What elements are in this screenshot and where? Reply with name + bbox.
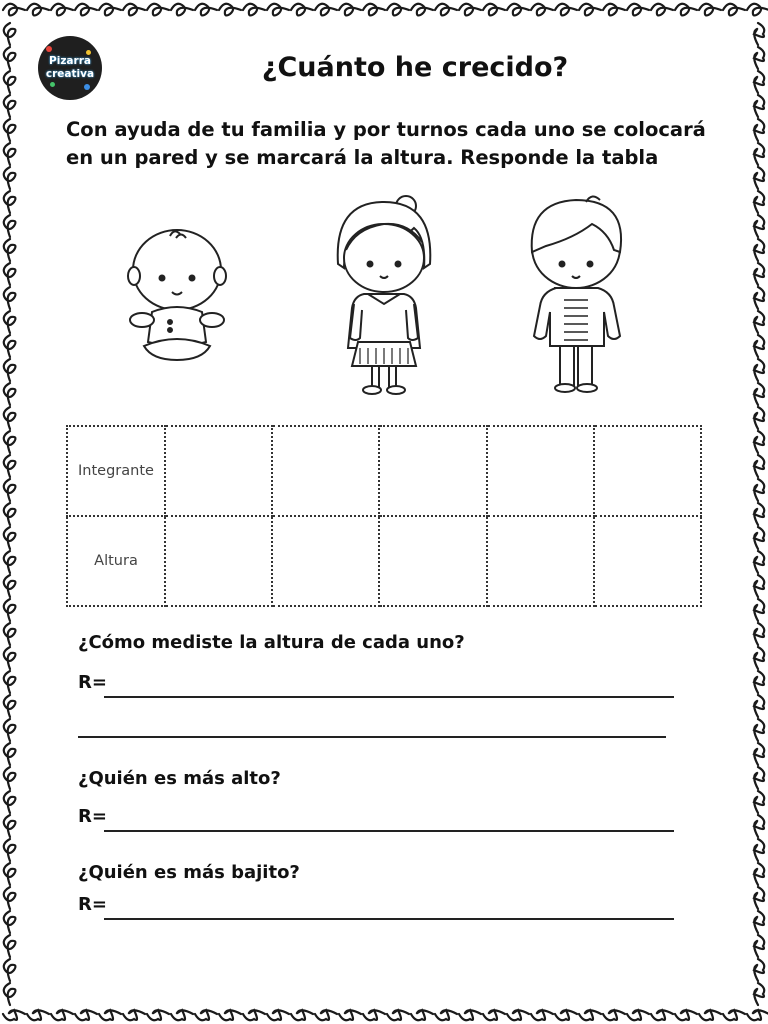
table-cell[interactable]	[379, 426, 486, 516]
border-swirl	[4, 167, 16, 189]
answer-line-3[interactable]	[78, 894, 676, 920]
border-swirl	[483, 1010, 505, 1020]
border-swirl	[754, 383, 764, 405]
border-swirl	[531, 1010, 553, 1020]
border-swirl	[27, 4, 49, 16]
border-swirl	[4, 743, 16, 765]
table-row	[67, 426, 701, 516]
border-swirl	[4, 191, 16, 213]
border-swirl	[4, 383, 16, 405]
border-swirl	[754, 911, 764, 933]
table-cell[interactable]	[165, 516, 272, 606]
border-swirl	[459, 1010, 481, 1020]
border-swirl	[51, 1010, 73, 1020]
answer-prefix: R=	[78, 672, 107, 693]
border-swirl	[4, 119, 16, 141]
border-swirl	[675, 1010, 697, 1020]
border-swirl	[627, 4, 649, 16]
border-swirl	[507, 1010, 529, 1020]
border-swirl	[754, 167, 764, 189]
border-swirl	[4, 839, 16, 861]
border-swirl	[267, 1010, 289, 1020]
border-swirl	[754, 455, 764, 477]
border-swirl	[99, 4, 121, 16]
answer-rule	[104, 696, 674, 698]
border-swirl	[291, 4, 313, 16]
border-swirl	[723, 1010, 745, 1020]
border-swirl	[4, 623, 16, 645]
border-swirl	[754, 335, 764, 357]
logo-text-line2: creativa	[45, 68, 95, 80]
border-swirl	[123, 4, 145, 16]
border-swirl	[699, 4, 721, 16]
answer-line-1b[interactable]	[78, 712, 668, 738]
instructions-text: Con ayuda de tu familia y por turnos cada uno se colocará en un pared y se marcará la altura. Responde la tabla	[66, 118, 706, 169]
baby-illustration	[122, 222, 232, 367]
border-swirl	[4, 863, 16, 885]
border-swirl	[4, 455, 16, 477]
page-title: ¿Cuánto he crecido?	[261, 52, 569, 83]
table-row	[67, 516, 701, 606]
table-cell[interactable]	[487, 426, 594, 516]
border-swirl	[3, 4, 25, 16]
border-swirl	[99, 1010, 121, 1020]
table-cell[interactable]	[487, 516, 594, 606]
border-swirl	[651, 4, 673, 16]
border-swirl	[603, 1010, 625, 1020]
border-swirl	[754, 47, 764, 69]
border-swirl	[723, 4, 745, 16]
border-swirl	[754, 959, 764, 981]
border-swirl	[754, 311, 764, 333]
question-tallest: ¿Quién es más alto?	[78, 768, 281, 789]
border-swirl	[4, 95, 16, 117]
border-swirl	[603, 4, 625, 16]
border-swirl	[754, 479, 764, 501]
border-swirl	[4, 551, 16, 573]
border-swirl	[754, 551, 764, 573]
border-swirl	[4, 791, 16, 813]
border-swirl	[4, 263, 16, 285]
border-swirl	[4, 575, 16, 597]
border-swirl	[754, 23, 764, 45]
border-swirl	[483, 4, 505, 16]
border-swirl	[411, 1010, 433, 1020]
border-swirl	[147, 1010, 169, 1020]
border-swirl	[4, 335, 16, 357]
border-swirl	[435, 4, 457, 16]
border-swirl	[754, 215, 764, 237]
girl-illustration	[334, 192, 434, 397]
border-swirl	[754, 407, 764, 429]
border-swirl	[339, 4, 361, 16]
border-swirl	[339, 1010, 361, 1020]
border-swirl	[4, 767, 16, 789]
border-swirl	[4, 887, 16, 909]
border-swirl	[4, 599, 16, 621]
border-swirl	[219, 4, 241, 16]
border-swirl	[4, 647, 16, 669]
border-swirl	[754, 623, 764, 645]
border-swirl	[4, 503, 16, 525]
border-swirl	[147, 4, 169, 16]
border-swirl	[754, 431, 764, 453]
border-swirl	[754, 599, 764, 621]
border-swirl	[171, 1010, 193, 1020]
answer-line-1[interactable]	[78, 672, 676, 698]
row-label-integrante: Integrante	[67, 426, 165, 516]
question-shortest: ¿Quién es más bajito?	[78, 862, 300, 883]
border-swirl	[4, 287, 16, 309]
border-swirl	[754, 839, 764, 861]
border-swirl	[4, 959, 16, 981]
border-swirl	[435, 1010, 457, 1020]
border-swirl	[411, 4, 433, 16]
border-swirl	[754, 71, 764, 93]
border-swirl	[754, 239, 764, 261]
border-swirl	[4, 215, 16, 237]
border-swirl	[315, 4, 337, 16]
border-swirl	[4, 911, 16, 933]
border-swirl	[123, 1010, 145, 1020]
border-swirl	[195, 1010, 217, 1020]
border-swirl	[754, 575, 764, 597]
border-swirl	[243, 1010, 265, 1020]
border-swirl	[699, 1010, 721, 1020]
border-swirl	[555, 1010, 577, 1020]
border-swirl	[651, 1010, 673, 1020]
border-swirl	[754, 671, 764, 693]
border-swirl	[754, 287, 764, 309]
border-swirl	[4, 935, 16, 957]
border-swirl	[754, 983, 764, 1005]
border-swirl	[754, 95, 764, 117]
border-swirl	[4, 143, 16, 165]
table-cell[interactable]	[165, 426, 272, 516]
border-swirl	[754, 359, 764, 381]
answer-rule	[104, 918, 674, 920]
border-swirl	[387, 1010, 409, 1020]
border-swirl	[754, 887, 764, 909]
border-swirl	[4, 479, 16, 501]
border-swirl	[754, 119, 764, 141]
answer-rule	[78, 736, 666, 738]
height-table	[66, 425, 702, 607]
border-swirl	[754, 719, 764, 741]
border-swirl	[291, 1010, 313, 1020]
border-swirl	[754, 191, 764, 213]
border-swirl	[579, 4, 601, 16]
border-swirl	[754, 863, 764, 885]
table-cell[interactable]	[594, 516, 701, 606]
table-cell[interactable]	[272, 426, 379, 516]
border-swirl	[315, 1010, 337, 1020]
border-swirl	[4, 23, 16, 45]
border-swirl	[754, 503, 764, 525]
answer-rule	[104, 830, 674, 832]
row-label-altura: Altura	[67, 516, 165, 606]
border-swirl	[754, 767, 764, 789]
question-how-measured: ¿Cómo mediste la altura de cada uno?	[78, 632, 465, 653]
border-swirl	[4, 431, 16, 453]
border-swirl	[555, 4, 577, 16]
border-swirl	[51, 4, 73, 16]
table-cell[interactable]	[379, 516, 486, 606]
border-swirl	[195, 4, 217, 16]
logo-text-line1: Pizarra	[49, 55, 91, 67]
border-swirl	[4, 47, 16, 69]
border-swirl	[754, 791, 764, 813]
border-swirl	[4, 71, 16, 93]
border-swirl	[627, 1010, 649, 1020]
border-swirl	[171, 4, 193, 16]
border-swirl	[4, 359, 16, 381]
border-swirl	[4, 695, 16, 717]
border-swirl	[754, 263, 764, 285]
border-swirl	[747, 1010, 768, 1020]
border-swirl	[754, 527, 764, 549]
border-swirl	[3, 1010, 25, 1020]
answer-prefix: R=	[78, 894, 107, 915]
border-swirl	[4, 407, 16, 429]
border-swirl	[243, 4, 265, 16]
border-swirl	[267, 4, 289, 16]
border-swirl	[75, 1010, 97, 1020]
border-swirl	[754, 647, 764, 669]
table-cell[interactable]	[272, 516, 379, 606]
border-swirl	[754, 743, 764, 765]
border-swirl	[747, 4, 768, 16]
border-swirl	[754, 815, 764, 837]
border-swirl	[4, 671, 16, 693]
border-swirl	[387, 4, 409, 16]
border-swirl	[4, 239, 16, 261]
border-swirl	[754, 143, 764, 165]
border-swirl	[219, 1010, 241, 1020]
border-swirl	[675, 4, 697, 16]
border-swirl	[4, 983, 16, 1005]
table-cell[interactable]	[594, 426, 701, 516]
border-swirl	[4, 815, 16, 837]
border-swirl	[75, 4, 97, 16]
border-swirl	[507, 4, 529, 16]
border-swirl	[363, 1010, 385, 1020]
boy-illustration	[524, 192, 628, 397]
border-swirl	[4, 311, 16, 333]
border-swirl	[531, 4, 553, 16]
border-swirl	[459, 4, 481, 16]
answer-prefix: R=	[78, 806, 107, 827]
border-swirl	[363, 4, 385, 16]
border-swirl	[754, 935, 764, 957]
answer-line-2[interactable]	[78, 806, 676, 832]
border-swirl	[4, 527, 16, 549]
pizarra-creativa-logo	[38, 36, 102, 100]
border-swirl	[579, 1010, 601, 1020]
border-swirl	[4, 719, 16, 741]
border-swirl	[754, 695, 764, 717]
border-swirl	[27, 1010, 49, 1020]
